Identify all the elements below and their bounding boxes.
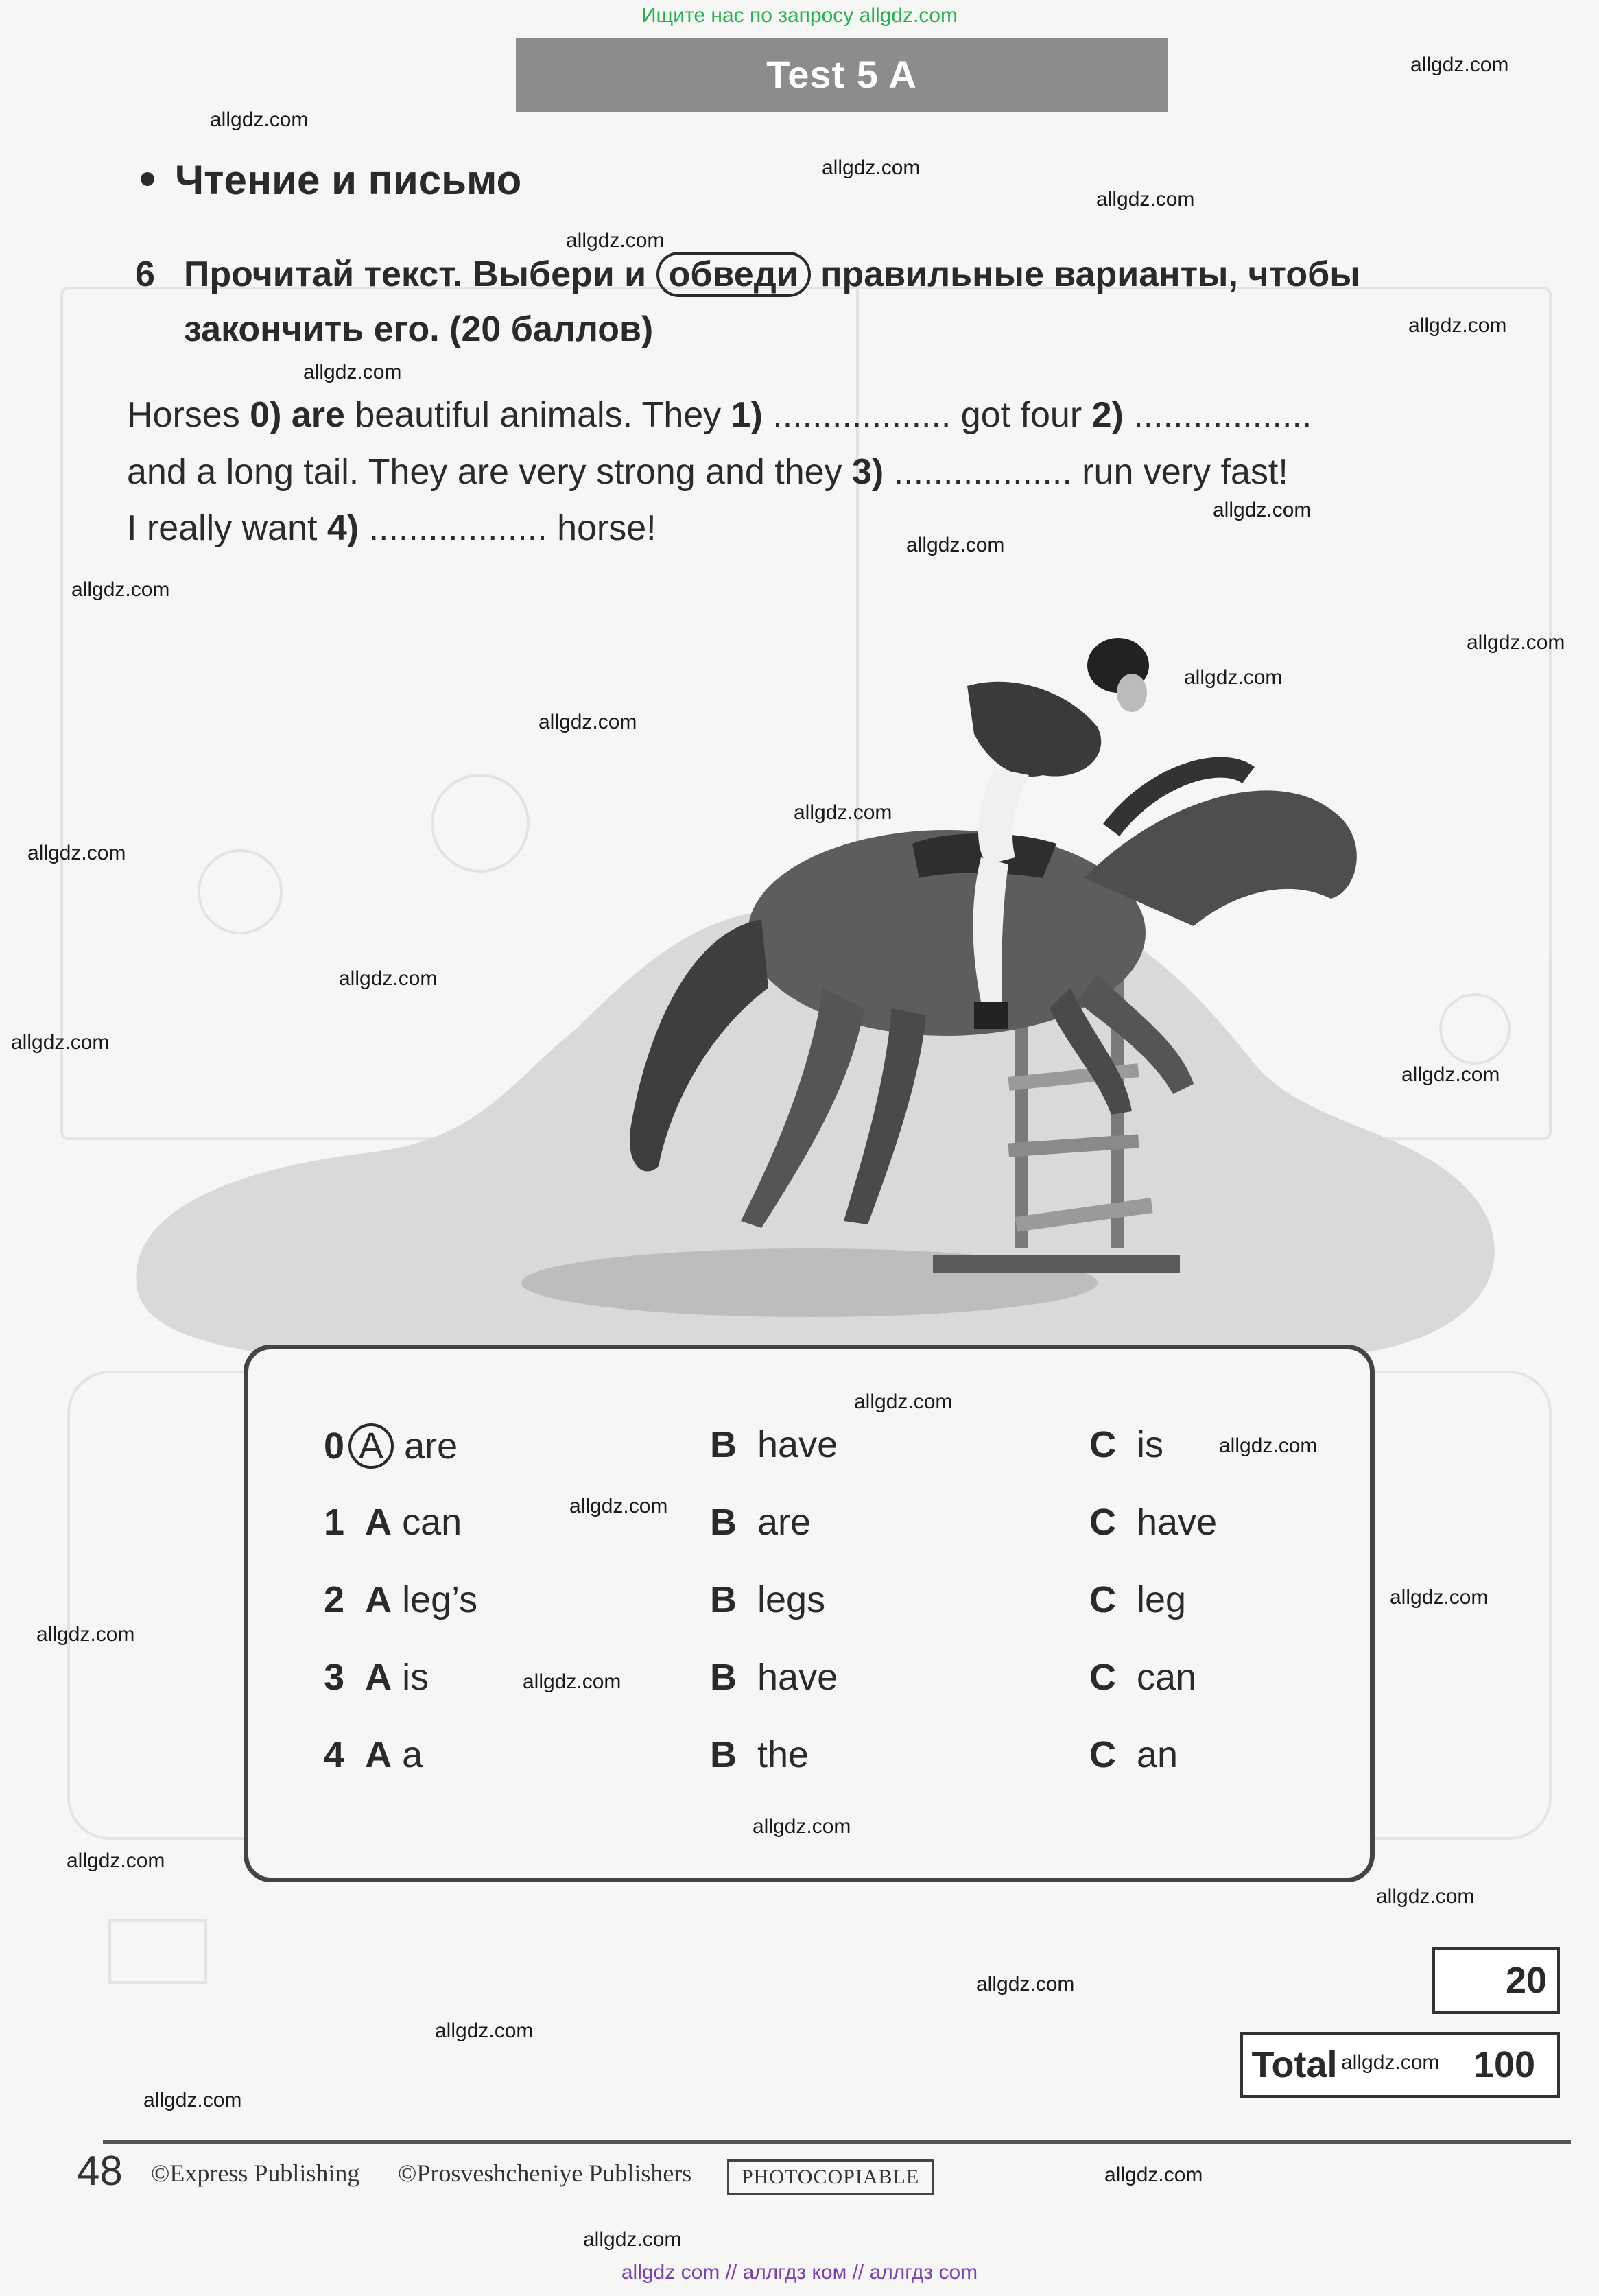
instruction-after: правильные варианты, чтобы [820,255,1360,294]
option-text: are [757,1502,812,1543]
reading-example: 0) are [250,395,345,435]
option-4-b[interactable] [710,1733,809,1776]
watermark: allgdz.com [1410,54,1509,76]
option-0-b[interactable] [710,1423,838,1466]
task-number: 6 [135,255,155,294]
option-text: the [757,1734,809,1775]
watermark: allgdz.com [36,1623,135,1646]
watermark: allgdz.com [143,2089,242,2111]
option-text: have [757,1424,838,1465]
watermark: allgdz.com [1184,666,1283,689]
copyright-prosveshcheniye: ©Prosveshcheniye Publishers [398,2159,692,2187]
watermark: allgdz.com [11,1031,110,1054]
option-text: are [404,1425,458,1467]
option-0-a-circled[interactable]: A [348,1423,394,1469]
option-letter: B [710,1734,737,1775]
option-row-3 [324,1656,429,1699]
bottom-banner[interactable]: allgdz com // аллгдз ком // аллгдз com [621,2261,978,2284]
watermark: allgdz.com [339,967,438,990]
watermark: allgdz.com [1213,499,1312,521]
section-title [141,156,521,204]
total-label: Total [1251,2044,1338,2085]
gap-number: 4) [327,508,359,548]
page-number: 48 [77,2148,123,2194]
watermark: allgdz.com [906,534,1005,556]
option-letter: C [1089,1734,1116,1775]
reading-line-1 [127,394,1312,436]
task-instruction-line-1 [184,254,1360,295]
gap-4-blank[interactable]: .................. horse! [359,508,656,548]
section-title-text: Чтение и письмо [175,157,522,203]
gap-3-blank[interactable]: .................. run very fast! [884,452,1288,492]
watermark: allgdz.com [71,578,170,601]
option-letter: C [1089,1424,1116,1465]
gap-number: 2) [1091,395,1124,435]
watermark: allgdz.com [1341,2051,1440,2074]
row-number: 4 [324,1734,345,1775]
watermark: allgdz.com [822,156,921,179]
option-letter: C [1089,1579,1116,1620]
option-text: have [757,1657,838,1698]
option-letter: B [710,1657,737,1698]
row-number: 1 [324,1502,345,1543]
watermark: allgdz.com [1219,1434,1318,1457]
reading-text: and a long tail. They are very strong and they [127,452,853,492]
option-letter: C [1089,1657,1116,1698]
option-text: an [1137,1734,1178,1775]
option-text: have [1137,1502,1218,1543]
option-letter: C [1089,1502,1116,1543]
option-letter: B [710,1502,737,1543]
watermark: allgdz.com [67,1849,165,1872]
watermark: allgdz.com [566,229,665,252]
copyright-express: ©Express Publishing [151,2159,360,2187]
option-2-b[interactable] [710,1578,825,1621]
row-number: 0 [324,1425,345,1467]
option-text: leg [1137,1579,1187,1620]
gap-1-blank[interactable]: .................. got four [762,395,1092,435]
option-0-c[interactable] [1089,1423,1163,1466]
watermark: allgdz.com [794,801,892,824]
instruction-circled-word: обведи [656,252,811,297]
watermark: allgdz.com [569,1495,668,1517]
test-header: Test 5 A [516,38,1168,112]
watermark: allgdz.com [303,361,402,383]
option-text: a [402,1734,423,1775]
reading-text: I really want [127,508,327,548]
photocopiable-label: PHOTOCOPIABLE [727,2159,934,2195]
task-score-input[interactable] [1432,1947,1501,2014]
watermark: allgdz.com [976,1973,1075,1996]
watermark: allgdz.com [583,2228,682,2251]
footer-divider [103,2140,1571,2144]
option-row-4 [324,1733,423,1776]
option-text: can [1137,1657,1197,1698]
option-3-b[interactable] [710,1656,838,1699]
gap-number: 3) [852,452,884,492]
row-number: 3 [324,1657,345,1698]
reading-text: Horses [127,395,250,435]
watermark: allgdz.com [854,1390,953,1413]
option-2-a[interactable]: A [365,1579,392,1620]
watermark: allgdz.com [435,2020,534,2042]
watermark: allgdz.com [1104,2164,1203,2186]
option-text: leg’s [402,1579,478,1620]
option-1-a[interactable]: A [365,1502,392,1543]
reading-line-3 [127,508,656,549]
option-text: legs [757,1579,826,1620]
task-instruction-line-2: закончить его. (20 баллов) [184,309,654,349]
bullet-icon [141,172,154,186]
total-score-max-value: 100 [1473,2044,1536,2085]
watermark: allgdz.com [1467,631,1565,654]
option-3-c[interactable] [1089,1656,1196,1699]
option-text: is [1137,1424,1164,1465]
gap-number: 1) [731,395,763,435]
option-letter: B [710,1424,737,1465]
row-number: 2 [324,1579,345,1620]
watermark: allgdz.com [1096,188,1195,211]
top-banner[interactable]: Ищите нас по запросу allgdz.com [641,4,958,27]
watermark: allgdz.com [538,711,637,733]
option-3-a[interactable]: A [365,1657,392,1698]
watermark: allgdz.com [523,1670,621,1693]
option-4-c[interactable] [1089,1733,1178,1776]
reading-line-2 [127,451,1288,493]
gap-2-blank[interactable]: .................. [1123,395,1312,435]
watermark: allgdz.com [27,842,126,864]
option-2-c[interactable] [1089,1578,1186,1621]
option-letter: B [710,1579,737,1620]
watermark: allgdz.com [1390,1586,1489,1609]
option-1-b[interactable] [710,1501,811,1543]
watermark: allgdz.com [1408,314,1507,337]
option-1-c[interactable] [1089,1501,1217,1543]
horse-jump-illustration [123,604,1509,1372]
instruction-before: Прочитай текст. Выбери и [184,255,647,294]
option-text: is [402,1657,429,1698]
option-text: can [402,1502,462,1543]
watermark: allgdz.com [210,108,309,131]
total-score-max [1452,2032,1560,2098]
option-4-a[interactable]: A [365,1734,392,1775]
watermark: allgdz.com [1401,1063,1500,1086]
total-label-cell [1240,2032,1349,2098]
reading-text: beautiful animals. They [344,395,731,435]
watermark: allgdz.com [1376,1885,1475,1908]
watermark: allgdz.com [753,1815,851,1838]
option-row-1 [324,1501,462,1543]
task-score-max-value: 20 [1505,1960,1548,2001]
option-row-0 [324,1423,458,1469]
task-score-max [1495,1947,1560,2014]
option-row-2 [324,1578,477,1621]
